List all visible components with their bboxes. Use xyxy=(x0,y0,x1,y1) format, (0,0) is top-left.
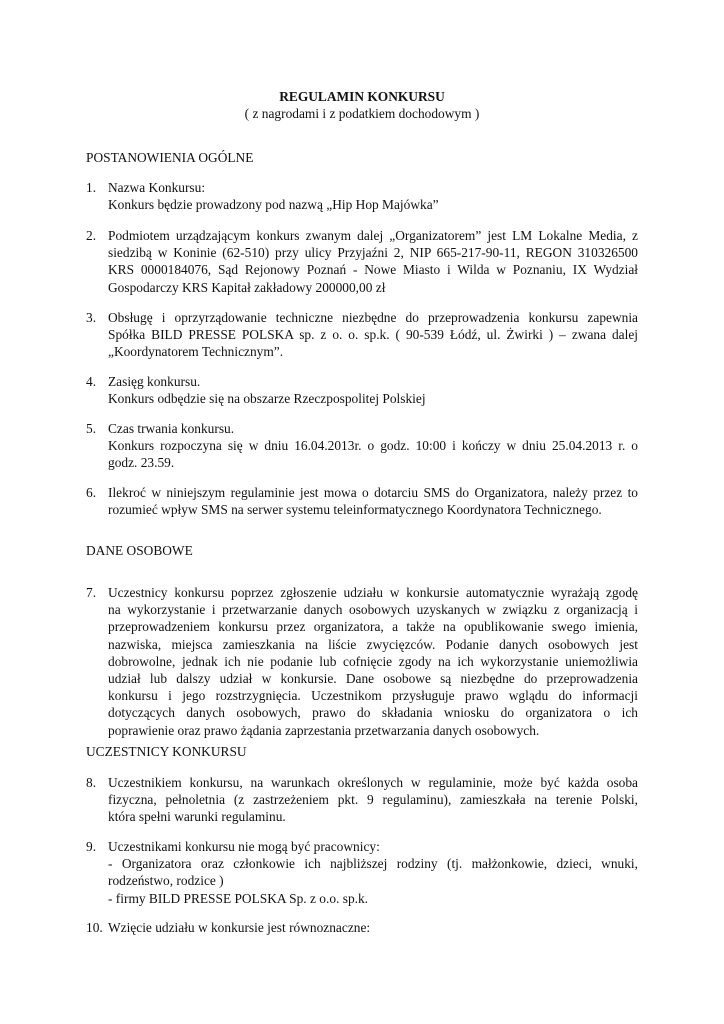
item-line: Podmiotem urządzającym konkurs zwanym dalej „Organizatorem” jest LM Lokalne Media, z xyxy=(108,228,638,243)
item-line: siedzibą w Koninie (62-510) przy ulicy Przyjaźni 2, NIP 665-217-90-11, REGON 310326500 xyxy=(108,245,638,261)
list-item xyxy=(86,227,638,296)
item-line: rozumieć wpływ SMS na serwer systemu teleinformatycznego Koordynatora Technicznego. xyxy=(108,502,602,518)
item-number: 10. xyxy=(86,920,103,935)
item-line: Obsługę i oprzyrządowanie techniczne niezbędne do przeprowadzenia konkursu zapewnia xyxy=(108,310,638,325)
list-item xyxy=(86,774,638,826)
item-line: Nazwa Konkursu: xyxy=(108,180,206,195)
item-line: Zasięg konkursu. xyxy=(108,374,201,389)
item-number: 4. xyxy=(86,374,97,389)
list-item xyxy=(86,309,638,361)
list-item xyxy=(86,584,638,739)
item-line: - firmy BILD PRESSE POLSKA Sp. z o.o. sp.k. xyxy=(108,890,369,906)
item-number: 5. xyxy=(86,421,97,436)
item-body xyxy=(108,179,638,213)
item-line: Konkurs rozpoczyna się w dniu 16.04.2013r. o godz. 10:00 i kończy w dniu 25.04.2013 r. o xyxy=(108,438,638,454)
item-body xyxy=(108,774,638,826)
list-item xyxy=(86,420,638,472)
list-item xyxy=(86,484,638,518)
item-line: Uczestnicy konkursu poprzez zgłoszenie udziału w konkursie automatycznie wyrażają zgodę xyxy=(108,585,638,600)
item-line: - Organizatora oraz członkowie ich najbliższej rodziny (tj. małżonkowie, dzieci, wnuki, xyxy=(108,856,638,872)
item-line: „Koordynatorem Technicznym”. xyxy=(108,344,284,360)
title-block xyxy=(0,88,724,122)
item-number: 8. xyxy=(86,775,97,790)
item-line: Czas trwania konkursu. xyxy=(108,421,235,436)
section-heading-personal-data: DANE OSOBOWE xyxy=(86,543,193,558)
item-number: 3. xyxy=(86,310,97,325)
item-line: Spółka BILD PRESSE POLSKA sp. z o. o. sp.k. ( 90-539 Łódź, ul. Żwirki ) – zwana dalej xyxy=(108,327,638,343)
item-body xyxy=(108,484,638,518)
item-number: 6. xyxy=(86,485,97,500)
item-line: która spełni warunki regulaminu. xyxy=(108,809,286,825)
item-body xyxy=(108,420,638,472)
item-line: Uczestnikami konkursu nie mogą być pracownicy: xyxy=(108,839,380,854)
item-line: Konkurs odbędzie się na obszarze Rzeczpospolitej Polskiej xyxy=(108,391,426,407)
item-line: KRS 0000184076, Sąd Rejonowy Poznań - Nowe Miasto i Wilda w Poznaniu, IX Wydział xyxy=(108,262,638,278)
item-line: poprawienie oraz prawo żądania zaprzestania przetwarzania danych osobowych. xyxy=(108,722,540,738)
item-number: 1. xyxy=(86,180,97,195)
item-line: Konkurs będzie prowadzony pod nazwą „Hip Hop Majówka” xyxy=(108,197,439,213)
item-line: Wzięcie udziału w konkursie jest równoznaczne: xyxy=(108,920,371,935)
list-item xyxy=(86,373,638,407)
item-body xyxy=(108,584,638,739)
item-line: dotyczących danych osobowych, prawo do składania wniosku do organizatora o ich xyxy=(108,705,638,721)
item-line: fizyczna, pełnoletnia (z zastrzeżeniem pkt. 9 regulaminu), zamieszkała na terenie Polski, xyxy=(108,792,638,808)
document-title: REGULAMIN KONKURSU xyxy=(279,89,445,104)
section-heading-participants: UCZESTNICY KONKURSU xyxy=(86,744,247,759)
item-line: przeprowadzeniem konkursu przez organizatora, a także na opublikowanie swego imienia, xyxy=(108,619,638,635)
item-line: dobrowolne, jednak ich nie podanie lub cofnięcie zgody na ich wykorzystanie uniemożliwia xyxy=(108,653,638,669)
section-heading-general: POSTANOWIENIA OGÓLNE xyxy=(86,150,254,165)
item-line: rodzeństwo, rodzice ) xyxy=(108,873,224,889)
item-line: udział lub dalszy udział w konkursie. Dane osobowe są niezbędne do przeprowadzenia xyxy=(108,671,638,687)
item-body xyxy=(108,838,638,907)
list-item xyxy=(86,838,638,907)
item-line: Ilekroć w niniejszym regulaminie jest mowa o dotarciu SMS do Organizatora, należy przez to xyxy=(108,485,638,500)
item-number: 7. xyxy=(86,585,97,600)
item-body xyxy=(108,919,638,936)
item-line: Gospodarczy KRS Kapitał zakładowy 200000,00 zł xyxy=(108,279,386,295)
item-number: 9. xyxy=(86,839,97,854)
item-number: 2. xyxy=(86,228,97,243)
item-line: godz. 23.59. xyxy=(108,455,175,471)
list-item xyxy=(86,179,638,213)
item-body xyxy=(108,227,638,296)
item-line: na wykorzystanie i przetwarzanie danych osobowych uzyskanych w związku z organizacją i xyxy=(108,602,638,618)
item-line: konkursu i jego rozstrzygnięcia. Uczestnikom przysługuje prawo wglądu do informacji xyxy=(108,688,638,704)
document-subtitle: ( z nagrodami i z podatkiem dochodowym ) xyxy=(244,106,480,122)
item-body xyxy=(108,309,638,361)
item-line: nazwiska, miejsca zamieszkania na liście zwycięzców. Podanie danych osobowych jest xyxy=(108,636,638,652)
item-line: Uczestnikiem konkursu, na warunkach określonych w regulaminie, może być każda osoba xyxy=(108,775,638,790)
item-body xyxy=(108,373,638,407)
list-item xyxy=(86,919,638,936)
